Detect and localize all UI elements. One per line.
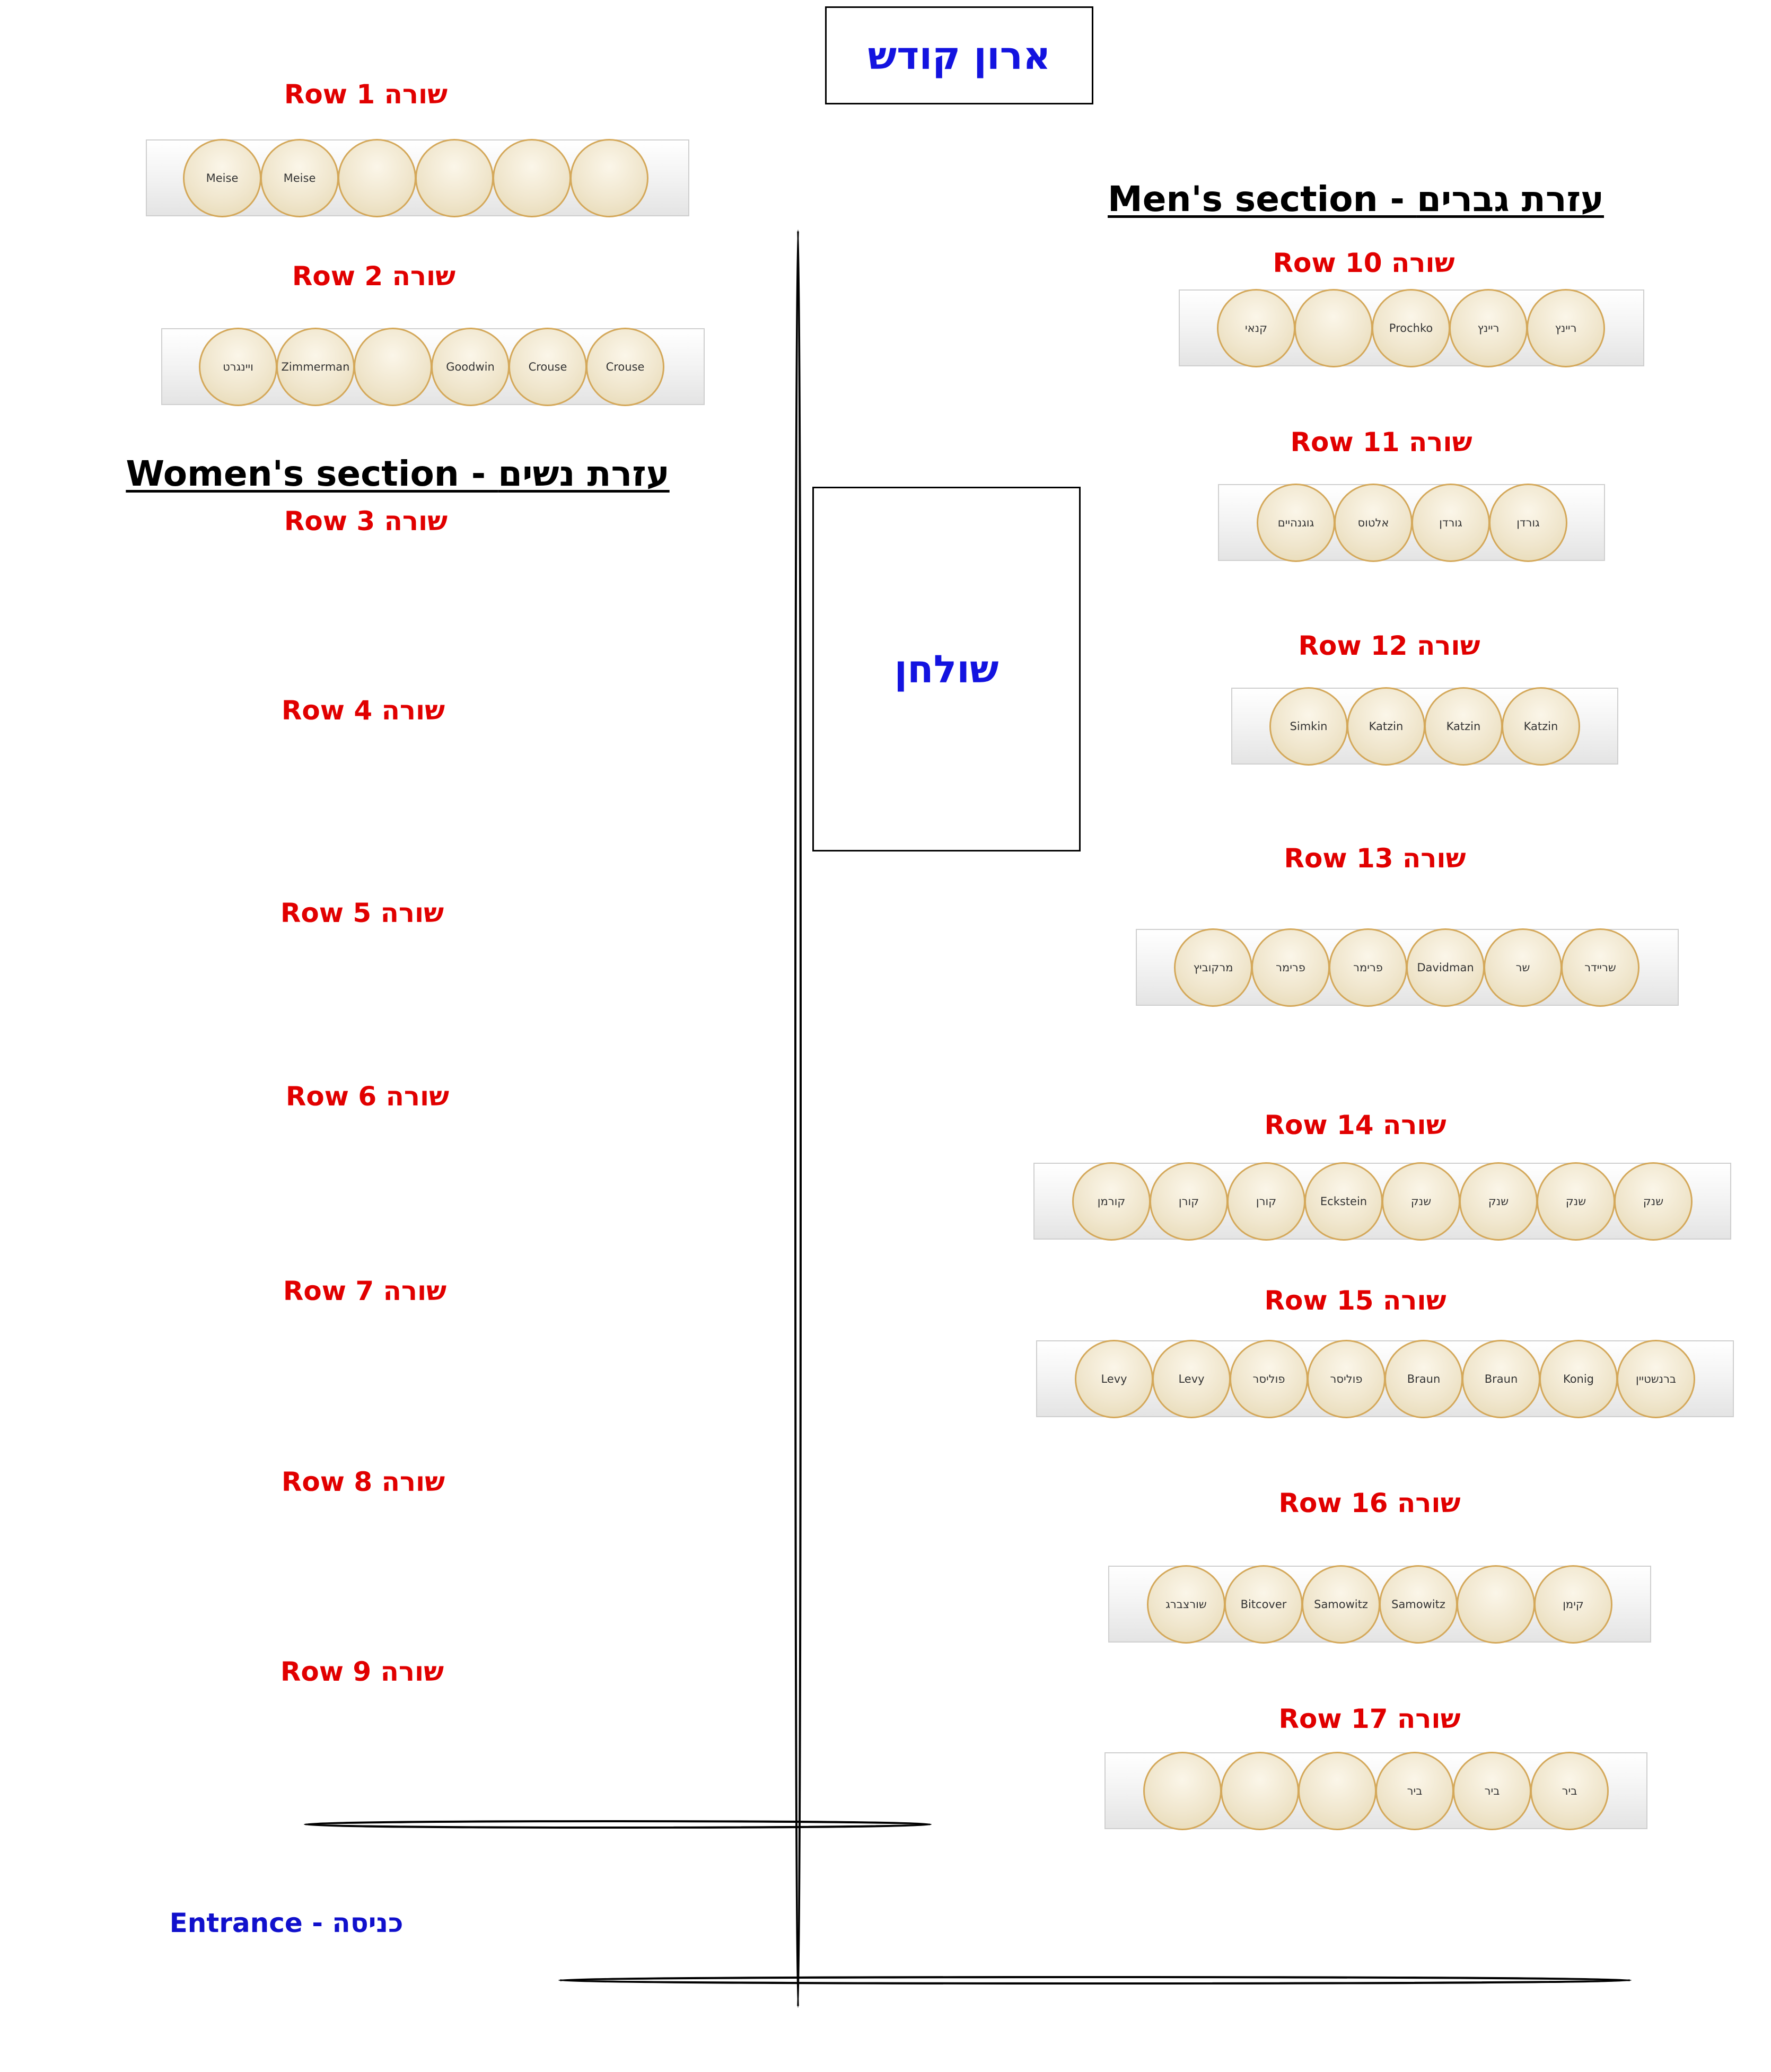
row-7-label: Row 7 שורה <box>283 1276 447 1306</box>
row-12-seat-1[interactable]: Simkin <box>1269 687 1348 766</box>
row-1-seat-3[interactable] <box>338 139 416 217</box>
row-16-seat-4[interactable]: Samowitz <box>1379 1565 1458 1644</box>
row-3-label: Row 3 שורה <box>284 506 448 537</box>
row-17-seat-6[interactable]: ביר <box>1530 1752 1609 1830</box>
row-16-seat-3[interactable]: Samowitz <box>1302 1565 1380 1644</box>
row-14-seat-5[interactable]: שנק <box>1382 1162 1460 1241</box>
mens-section-title: Men's section - עזרת גברים <box>1108 179 1604 220</box>
entrance-label: Entrance - כניסה <box>169 1908 404 1938</box>
row-15-seat-5[interactable]: Braun <box>1384 1340 1463 1418</box>
row-15-seat-7[interactable]: Konig <box>1539 1340 1618 1418</box>
row-10-seat-1[interactable]: קנאי <box>1217 289 1295 367</box>
row-14-seat-1[interactable]: קורמן <box>1072 1162 1151 1241</box>
row-2-label: Row 2 שורה <box>292 261 456 292</box>
row-14-seat-6[interactable]: שנק <box>1459 1162 1538 1241</box>
row-14-seat-4[interactable]: Eckstein <box>1304 1162 1383 1241</box>
row-1-seat-4[interactable] <box>415 139 494 217</box>
row-13-seat-2[interactable]: פרימר <box>1251 928 1330 1007</box>
row-14-label: Row 14 שורה <box>1264 1110 1446 1140</box>
row-12-seat-2[interactable]: Katzin <box>1347 687 1425 766</box>
row-13-seat-3[interactable]: פרימר <box>1329 928 1407 1007</box>
row-17-seat-5[interactable]: ביר <box>1453 1752 1531 1830</box>
row-16-seat-2[interactable]: Bitcover <box>1224 1565 1303 1644</box>
row-14-seat-8[interactable]: שנק <box>1614 1162 1693 1241</box>
ark-box <box>825 6 1093 104</box>
bimah-table-box <box>812 487 1081 851</box>
row-16-seat-6[interactable]: קימן <box>1534 1565 1612 1644</box>
row-17-label: Row 17 שורה <box>1278 1704 1461 1734</box>
row-10-seat-3[interactable]: Prochko <box>1372 289 1450 367</box>
row-15-seat-4[interactable]: פוליסר <box>1307 1340 1386 1418</box>
row-2-seat-5[interactable]: Crouse <box>508 328 587 406</box>
row-17-seat-3[interactable] <box>1298 1752 1377 1830</box>
row-14-seat-2[interactable]: קורן <box>1150 1162 1228 1241</box>
row-15-seat-3[interactable]: פוליסר <box>1230 1340 1308 1418</box>
row-1-seat-6[interactable] <box>570 139 648 217</box>
center-aisle-divider <box>795 231 801 2007</box>
row-17-seat-2[interactable] <box>1221 1752 1299 1830</box>
row-10-seat-5[interactable]: ריינץ <box>1527 289 1605 367</box>
row-1-seat-2[interactable]: Meise <box>260 139 339 217</box>
row-13-seat-5[interactable]: שר <box>1484 928 1562 1007</box>
row-15-seat-1[interactable]: Levy <box>1075 1340 1153 1418</box>
row-1-seat-1[interactable]: Meise <box>183 139 261 217</box>
row-5-label: Row 5 שורה <box>280 898 444 928</box>
row-12-seat-3[interactable]: Katzin <box>1424 687 1503 766</box>
row-10-seat-4[interactable]: ריינץ <box>1449 289 1528 367</box>
row-10-seat-2[interactable] <box>1294 289 1373 367</box>
row-14-seat-7[interactable]: שנק <box>1537 1162 1615 1241</box>
womens-section-title: Women's section - עזרת נשים <box>126 453 670 494</box>
row-17-seat-1[interactable] <box>1143 1752 1222 1830</box>
row-2-seat-3[interactable] <box>354 328 432 406</box>
row-2-seat-6[interactable]: Crouse <box>586 328 664 406</box>
row-11-seat-4[interactable]: גורדן <box>1489 484 1567 562</box>
row-13-seat-1[interactable]: מרקוביץ <box>1174 928 1252 1007</box>
row-15-seat-8[interactable]: ברנשטיין <box>1617 1340 1695 1418</box>
row-13-seat-4[interactable]: Davidman <box>1406 928 1485 1007</box>
row-2-seat-1[interactable]: ויינגרט <box>199 328 277 406</box>
row-15-seat-2[interactable]: Levy <box>1152 1340 1231 1418</box>
row-12-seat-4[interactable]: Katzin <box>1502 687 1580 766</box>
women-section-bottom-wall <box>305 1821 931 1828</box>
row-8-label: Row 8 שורה <box>281 1467 445 1497</box>
row-2-seat-2[interactable]: Zimmerman <box>276 328 355 406</box>
row-13-seat-6[interactable]: שריידר <box>1561 928 1640 1007</box>
row-11-seat-2[interactable]: אלטוס <box>1334 484 1413 562</box>
row-15-seat-6[interactable]: Braun <box>1462 1340 1540 1418</box>
row-16-seat-1[interactable]: שורצברג <box>1147 1565 1225 1644</box>
row-10-label: Row 10 שורה <box>1273 248 1455 278</box>
row-11-label: Row 11 שורה <box>1290 427 1472 458</box>
row-9-label: Row 9 שורה <box>280 1656 444 1687</box>
row-16-seat-5[interactable] <box>1457 1565 1535 1644</box>
row-11-seat-1[interactable]: גוגנהיים <box>1257 484 1335 562</box>
row-14-seat-3[interactable]: קורן <box>1227 1162 1305 1241</box>
row-12-label: Row 12 שורה <box>1298 630 1480 661</box>
row-1-label: Row 1 שורה <box>284 79 448 110</box>
entrance-wall <box>559 1977 1630 1983</box>
row-1-seat-5[interactable] <box>493 139 571 217</box>
row-6-label: Row 6 שורה <box>285 1081 450 1112</box>
row-4-label: Row 4 שורה <box>281 695 445 726</box>
ark-label: ארון קודש <box>867 33 1051 78</box>
row-17-seat-4[interactable]: ביר <box>1375 1752 1454 1830</box>
row-13-label: Row 13 שורה <box>1284 843 1466 874</box>
row-11-seat-3[interactable]: גורדן <box>1411 484 1490 562</box>
row-16-label: Row 16 שורה <box>1278 1488 1461 1518</box>
row-15-label: Row 15 שורה <box>1264 1285 1446 1316</box>
row-2-seat-4[interactable]: Goodwin <box>431 328 510 406</box>
bimah-label: שולחן <box>894 647 999 691</box>
